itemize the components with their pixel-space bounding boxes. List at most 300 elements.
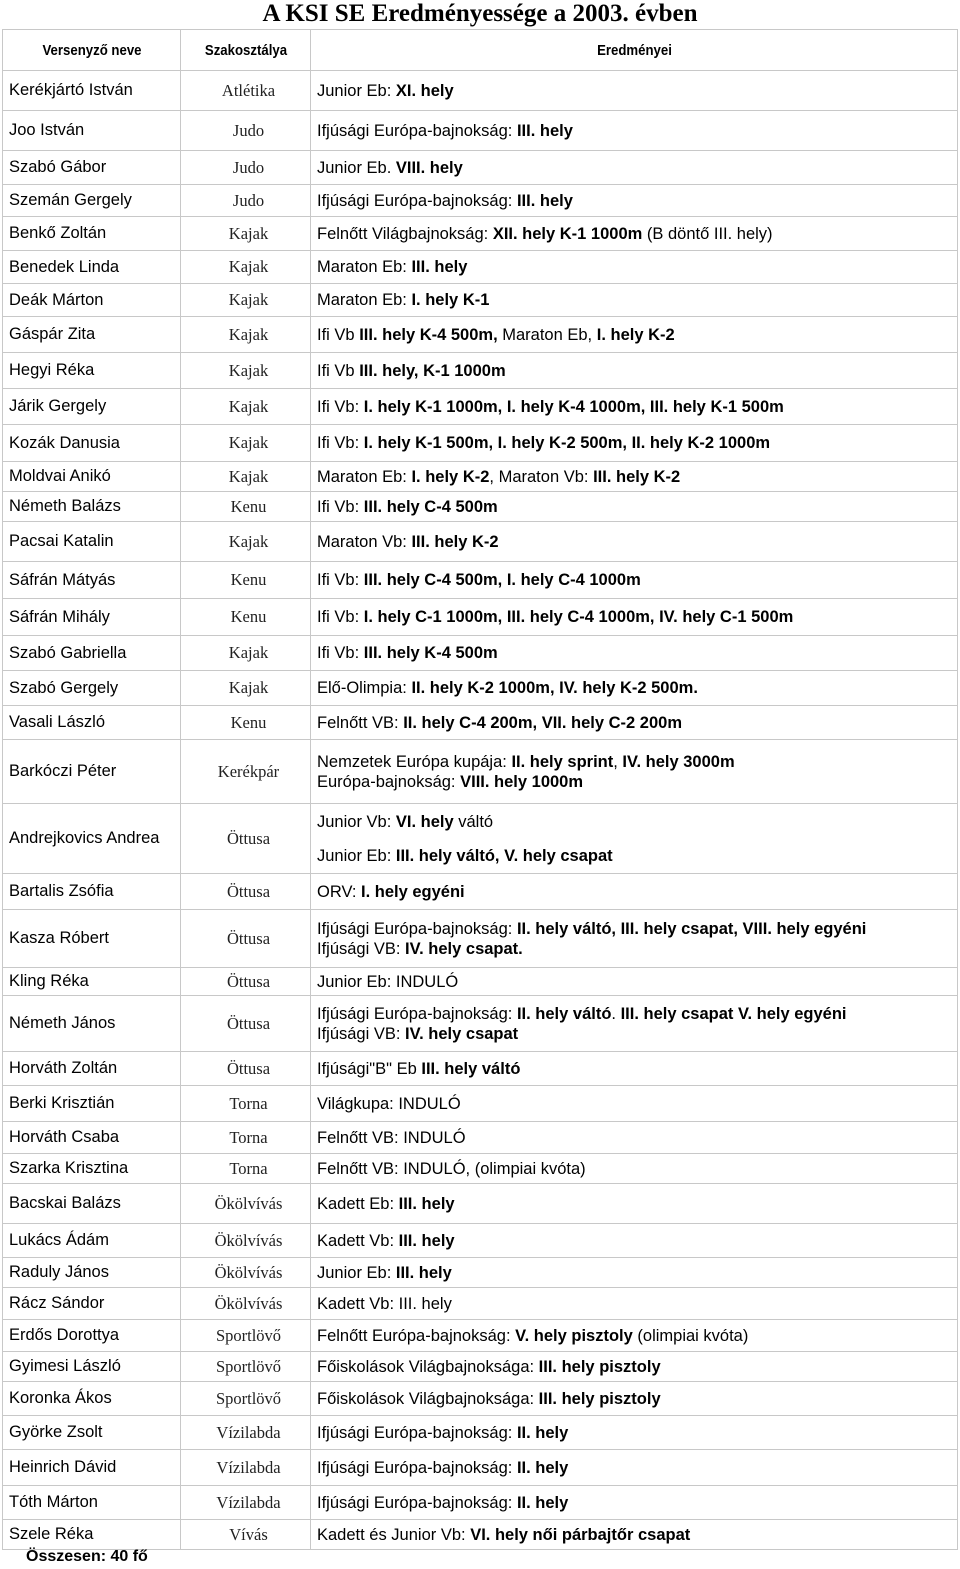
table-row	[3, 636, 958, 671]
result-cell	[311, 599, 958, 636]
result-segment: III. hely, K-1 1000m	[359, 361, 506, 380]
table-row	[3, 353, 958, 389]
result-segment: I. hely K-2	[411, 467, 490, 486]
sport-section: Öttusa	[181, 874, 311, 910]
sport-section: Judo	[181, 151, 311, 185]
athlete-name: Kerékjártó István	[3, 71, 181, 111]
result-line	[317, 224, 957, 244]
result-segment: XI. hely	[395, 81, 454, 100]
result-cell	[311, 874, 958, 910]
table-row	[3, 251, 958, 284]
result-segment: III. hely	[398, 1194, 455, 1213]
result-segment: Junior Eb:	[317, 846, 396, 865]
athlete-name: Koronka Ákos	[3, 1382, 181, 1416]
result-line	[317, 1159, 957, 1179]
sport-section: Vízilabda	[181, 1450, 311, 1486]
athlete-name: Joo István	[3, 111, 181, 151]
athlete-name: Rácz Sándor	[3, 1288, 181, 1320]
athlete-name: Benedek Linda	[3, 251, 181, 284]
result-segment: Maraton Eb,	[497, 325, 597, 344]
result-line	[317, 570, 957, 590]
result-line	[317, 433, 957, 453]
result-segment: Világkupa: INDULÓ	[317, 1094, 461, 1113]
result-segment: Nemzetek Európa kupája:	[317, 752, 512, 771]
result-line	[317, 81, 957, 101]
result-segment: III. hely K-4 500m	[363, 644, 498, 662]
result-segment: IV. hely 3000m	[622, 752, 735, 771]
total-count: Összesen: 40 fő	[26, 1548, 148, 1565]
table-row	[3, 1520, 958, 1550]
result-cell	[311, 996, 958, 1052]
result-line	[317, 713, 957, 733]
result-segment: Ifjúsági Európa-bajnokság:	[317, 919, 517, 938]
table-row	[3, 1288, 958, 1320]
result-segment: II. hely váltó	[516, 1004, 612, 1023]
result-cell	[311, 425, 958, 462]
result-segment: III. hely pisztoly	[538, 1357, 661, 1376]
athlete-name: Heinrich Dávid	[3, 1450, 181, 1486]
sport-section: Torna	[181, 1122, 311, 1154]
header-sport: Szakosztálya	[188, 30, 302, 71]
result-segment: V. hely pisztoly	[515, 1326, 633, 1345]
athlete-name: Horváth Csaba	[3, 1122, 181, 1154]
result-cell	[311, 636, 958, 671]
result-cell	[311, 1416, 958, 1450]
result-segment: ORV:	[317, 882, 362, 901]
athlete-name: Raduly János	[3, 1258, 181, 1288]
result-segment: Junior Eb.	[317, 158, 396, 177]
table-row	[3, 1450, 958, 1486]
result-segment: Kadett Vb:	[317, 1231, 399, 1250]
athlete-name: Horváth Zoltán	[3, 1052, 181, 1086]
result-segment: III. hely C-4 500m, I. hely C-4 1000m	[363, 571, 641, 589]
table-row	[3, 462, 958, 492]
result-line	[317, 1458, 957, 1478]
athlete-name: Sáfrán Mátyás	[3, 562, 181, 599]
sport-section: Kenu	[181, 599, 311, 636]
result-segment: II. hely sprint	[511, 752, 614, 771]
sport-section: Öttusa	[181, 804, 311, 874]
result-segment: I. hely C-1 1000m, III. hely C-4 1000m, IV. hely C-1 500m	[363, 608, 794, 626]
sport-section: Öttusa	[181, 1052, 311, 1086]
result-cell	[311, 151, 958, 185]
table-row	[3, 151, 958, 185]
result-segment: VIII. hely 1000m	[460, 772, 584, 791]
result-cell	[311, 671, 958, 706]
result-line	[317, 1194, 957, 1214]
result-cell	[311, 804, 958, 874]
athlete-name: Gyimesi László	[3, 1352, 181, 1382]
result-line	[317, 678, 957, 698]
athlete-name: Bacskai Balázs	[3, 1184, 181, 1224]
result-segment: Ifjúsági Európa-bajnokság:	[317, 191, 517, 210]
table-row	[3, 740, 958, 804]
result-segment: Ifi Vb:	[317, 608, 364, 626]
sport-section: Sportlövő	[181, 1352, 311, 1382]
result-line	[317, 290, 957, 310]
sport-section: Kenu	[181, 562, 311, 599]
result-segment: Junior Eb:	[317, 81, 396, 100]
result-segment: III. hely pisztoly	[538, 1389, 661, 1408]
result-segment: Maraton Eb:	[317, 291, 412, 309]
table-row	[3, 492, 958, 522]
result-segment: Ifjúsági Európa-bajnokság:	[317, 1458, 517, 1477]
result-cell	[311, 1122, 958, 1154]
result-line	[317, 1326, 957, 1346]
result-cell	[311, 1052, 958, 1086]
sport-section: Kajak	[181, 671, 311, 706]
result-cell	[311, 910, 958, 968]
result-cell	[311, 284, 958, 317]
result-line	[317, 121, 957, 141]
result-line	[317, 397, 957, 417]
result-segment: Főiskolások Világbajnoksága:	[317, 1357, 539, 1376]
result-line	[317, 1389, 957, 1409]
sport-section: Kajak	[181, 425, 311, 462]
table-row	[3, 284, 958, 317]
result-cell	[311, 968, 958, 996]
result-line	[317, 812, 957, 832]
table-row	[3, 217, 958, 251]
result-segment: (olimpiai kvóta)	[632, 1326, 749, 1345]
result-segment: I. hely egyéni	[361, 882, 465, 901]
athlete-name: Kling Réka	[3, 968, 181, 996]
result-segment: Ifjúsági VB:	[317, 1024, 406, 1043]
result-segment: Főiskolások Világbajnoksága:	[317, 1389, 539, 1408]
result-segment: Ifjúsági Európa-bajnokság:	[317, 1493, 517, 1512]
athlete-name: Györke Zsolt	[3, 1416, 181, 1450]
table-row	[3, 910, 958, 968]
result-cell	[311, 217, 958, 251]
athlete-name: Vasali László	[3, 706, 181, 740]
athlete-name: Bartalis Zsófia	[3, 874, 181, 910]
result-segment: XII. hely K-1 1000m	[492, 224, 643, 243]
result-segment: III. hely	[516, 121, 573, 140]
sport-section: Vívás	[181, 1520, 311, 1550]
result-cell	[311, 1086, 958, 1122]
result-segment: II. hely váltó, III. hely csapat, VIII. hely egyéni	[516, 919, 867, 938]
result-cell	[311, 1352, 958, 1382]
table-row	[3, 968, 958, 996]
header-name: Versenyző neve	[13, 30, 170, 71]
sport-section: Torna	[181, 1086, 311, 1122]
result-segment: Ifi Vb:	[317, 497, 364, 516]
result-cell	[311, 1320, 958, 1352]
table-row	[3, 425, 958, 462]
result-line	[317, 643, 957, 663]
result-segment: III. hely K-2	[593, 467, 681, 486]
result-segment: I. hely K-2	[596, 325, 675, 344]
result-line	[317, 1493, 957, 1513]
athlete-name: Szele Réka	[3, 1520, 181, 1550]
result-segment: Felnőtt Európa-bajnokság:	[317, 1326, 516, 1345]
result-segment: I. hely K-1	[411, 291, 490, 309]
result-segment: I. hely K-1 500m, I. hely K-2 500m, II. hely K-2 1000m	[363, 434, 771, 452]
result-cell	[311, 71, 958, 111]
result-cell	[311, 1224, 958, 1258]
athlete-name: Andrejkovics Andrea	[3, 804, 181, 874]
result-cell	[311, 1258, 958, 1288]
table-row	[3, 317, 958, 353]
result-segment: Ifi Vb:	[317, 571, 364, 589]
result-cell	[311, 111, 958, 151]
result-segment: Ifi Vb:	[317, 434, 364, 452]
sport-section: Judo	[181, 111, 311, 151]
result-cell	[311, 1520, 958, 1550]
table-row	[3, 996, 958, 1052]
sport-section: Kajak	[181, 251, 311, 284]
result-segment: Junior Vb:	[317, 812, 396, 831]
athlete-name: Erdős Dorottya	[3, 1320, 181, 1352]
result-segment: Európa-bajnokság:	[317, 772, 461, 791]
athlete-name: Moldvai Anikó	[3, 462, 181, 492]
result-cell	[311, 389, 958, 425]
result-segment: Felnőtt VB: INDULÓ	[317, 1128, 466, 1147]
result-line	[317, 1094, 957, 1114]
athlete-name: Kasza Róbert	[3, 910, 181, 968]
result-segment: Ifi Vb:	[317, 397, 364, 416]
result-segment: Ifi Vb	[317, 325, 360, 344]
result-line	[317, 939, 957, 959]
result-line	[317, 972, 957, 992]
sport-section: Sportlövő	[181, 1382, 311, 1416]
result-segment: Felnőtt Világbajnokság:	[317, 224, 493, 243]
result-segment: Kadett Vb: III. hely	[317, 1294, 452, 1313]
table-row	[3, 389, 958, 425]
table-row	[3, 804, 958, 874]
table-row	[3, 1258, 958, 1288]
athlete-name: Szemán Gergely	[3, 185, 181, 217]
sport-section: Kajak	[181, 284, 311, 317]
result-segment: II. hely C-4 200m, VII. hely C-2 200m	[403, 713, 683, 732]
result-segment: Elő-Olimpia:	[317, 679, 412, 697]
result-line	[317, 1024, 957, 1044]
sport-section: Torna	[181, 1154, 311, 1184]
results-table	[2, 29, 958, 1550]
result-segment: Kadett Eb:	[317, 1194, 399, 1213]
sport-section: Ökölvívás	[181, 1184, 311, 1224]
result-segment: Ifjúsági Európa-bajnokság:	[317, 1423, 517, 1442]
result-segment: III. hely	[398, 1231, 455, 1250]
athlete-name: Tóth Márton	[3, 1486, 181, 1520]
result-segment: III. hely K-2	[411, 532, 499, 551]
result-segment: váltó	[453, 812, 494, 831]
table-row	[3, 874, 958, 910]
table-row	[3, 1052, 958, 1086]
result-segment: (B döntő III. hely)	[642, 224, 773, 243]
result-segment: VI. hely	[395, 812, 454, 831]
athlete-name: Németh János	[3, 996, 181, 1052]
result-segment: Kadett és Junior Vb:	[317, 1525, 471, 1544]
athlete-name: Járik Gergely	[3, 389, 181, 425]
sport-section: Vízilabda	[181, 1486, 311, 1520]
athlete-name: Deák Márton	[3, 284, 181, 317]
athlete-name: Berki Krisztián	[3, 1086, 181, 1122]
result-line	[317, 497, 957, 517]
result-cell	[311, 1382, 958, 1416]
athlete-name: Szabó Gergely	[3, 671, 181, 706]
sport-section: Kajak	[181, 522, 311, 562]
sport-section: Ökölvívás	[181, 1258, 311, 1288]
result-cell	[311, 317, 958, 353]
result-cell	[311, 462, 958, 492]
result-line	[317, 882, 957, 902]
athlete-name: Lukács Ádám	[3, 1224, 181, 1258]
athlete-name: Pacsai Katalin	[3, 522, 181, 562]
sport-section: Ökölvívás	[181, 1224, 311, 1258]
athlete-name: Szabó Gabriella	[3, 636, 181, 671]
table-row	[3, 1184, 958, 1224]
sport-section: Öttusa	[181, 910, 311, 968]
sport-section: Kerékpár	[181, 740, 311, 804]
result-cell	[311, 1184, 958, 1224]
result-line	[317, 1231, 957, 1251]
result-segment: Ifjúsági"B" Eb	[317, 1059, 422, 1078]
table-row	[3, 111, 958, 151]
result-line	[317, 919, 957, 939]
table-row	[3, 522, 958, 562]
result-segment: III. hely váltó, V. hely csapat	[395, 846, 613, 865]
result-cell	[311, 706, 958, 740]
sport-section: Atlétika	[181, 71, 311, 111]
table-row	[3, 706, 958, 740]
result-line	[317, 191, 957, 211]
result-line	[317, 1357, 957, 1377]
result-line	[317, 772, 957, 792]
page-title: A KSI SE Eredményessége a 2003. évben	[262, 0, 698, 27]
result-segment: Maraton Eb:	[317, 258, 412, 276]
result-line	[317, 1294, 957, 1314]
athlete-name: Benkő Zoltán	[3, 217, 181, 251]
sport-section: Kenu	[181, 492, 311, 522]
result-segment: Felnőtt VB: INDULÓ, (olimpiai kvóta)	[317, 1159, 586, 1178]
result-cell	[311, 1288, 958, 1320]
sport-section: Öttusa	[181, 996, 311, 1052]
result-segment: Ifjúsági Európa-bajnokság:	[317, 1004, 517, 1023]
result-segment: II. hely	[516, 1423, 569, 1442]
result-line	[317, 1525, 957, 1545]
result-segment: Ifjúsági VB:	[317, 939, 406, 958]
result-segment: Junior Eb:	[317, 1263, 396, 1282]
sport-section: Judo	[181, 185, 311, 217]
table-row	[3, 1086, 958, 1122]
result-line	[317, 1004, 957, 1024]
result-line	[317, 1423, 957, 1443]
results-body	[3, 71, 958, 1550]
result-segment: II. hely	[516, 1493, 569, 1512]
result-segment: Maraton Vb:	[317, 532, 412, 551]
table-row	[3, 1154, 958, 1184]
result-segment: II. hely K-2 1000m, IV. hely K-2 500m.	[411, 679, 698, 697]
result-segment: Junior Eb: INDULÓ	[317, 972, 459, 991]
sport-section: Kajak	[181, 462, 311, 492]
result-cell	[311, 353, 958, 389]
result-segment: III. hely C-4 500m	[363, 497, 498, 516]
athlete-name: Hegyi Réka	[3, 353, 181, 389]
table-row	[3, 1122, 958, 1154]
result-segment: III. hely váltó	[421, 1059, 521, 1078]
result-segment: ,	[613, 752, 623, 771]
athlete-name: Szabó Gábor	[3, 151, 181, 185]
result-line	[317, 257, 957, 277]
result-cell	[311, 1486, 958, 1520]
result-segment: I. hely K-1 1000m, I. hely K-4 1000m, III. hely K-1 500m	[363, 397, 784, 416]
result-cell	[311, 1450, 958, 1486]
result-segment: III. hely	[411, 258, 468, 276]
result-cell	[311, 185, 958, 217]
athlete-name: Gáspár Zita	[3, 317, 181, 353]
result-segment: IV. hely csapat	[405, 1024, 519, 1043]
result-segment: III. hely	[516, 191, 573, 210]
result-segment: IV. hely csapat.	[405, 939, 523, 958]
result-line	[317, 1059, 957, 1079]
result-line	[317, 752, 957, 772]
result-segment: , Maraton Vb:	[489, 467, 594, 486]
sport-section: Kajak	[181, 636, 311, 671]
table-row	[3, 562, 958, 599]
table-row	[3, 185, 958, 217]
result-cell	[311, 251, 958, 284]
sport-section: Kajak	[181, 317, 311, 353]
table-row	[3, 1416, 958, 1450]
athlete-name: Sáfrán Mihály	[3, 599, 181, 636]
table-row	[3, 71, 958, 111]
result-line	[317, 1128, 957, 1148]
result-line	[317, 158, 957, 178]
athlete-name: Barkóczi Péter	[3, 740, 181, 804]
table-row	[3, 599, 958, 636]
result-cell	[311, 562, 958, 599]
result-segment: III. hely K-4 500m,	[359, 325, 498, 344]
result-line	[317, 467, 957, 487]
result-segment: III. hely	[395, 1263, 452, 1282]
sport-section: Ökölvívás	[181, 1288, 311, 1320]
result-segment: .	[611, 1004, 621, 1023]
sport-section: Öttusa	[181, 968, 311, 996]
result-segment: Ifi Vb:	[317, 644, 364, 662]
table-row	[3, 1224, 958, 1258]
result-line	[317, 361, 957, 381]
header-row	[3, 30, 958, 71]
athlete-name: Szarka Krisztina	[3, 1154, 181, 1184]
athlete-name: Németh Balázs	[3, 492, 181, 522]
result-segment: Ifjúsági Európa-bajnokság:	[317, 121, 517, 140]
sport-section: Sportlövő	[181, 1320, 311, 1352]
result-line	[317, 607, 957, 627]
result-line	[317, 325, 957, 345]
result-segment: VIII. hely	[395, 158, 463, 177]
header-results: Eredményei	[349, 30, 918, 71]
athlete-name: Kozák Danusia	[3, 425, 181, 462]
table-row	[3, 1320, 958, 1352]
result-segment: III. hely csapat V. hely egyéni	[620, 1004, 847, 1023]
result-line	[317, 532, 957, 552]
sport-section: Kenu	[181, 706, 311, 740]
result-segment: Maraton Eb:	[317, 467, 412, 486]
result-cell	[311, 740, 958, 804]
result-segment: Ifi Vb	[317, 361, 360, 380]
result-line	[317, 846, 957, 866]
result-cell	[311, 1154, 958, 1184]
table-row	[3, 1352, 958, 1382]
table-row	[3, 671, 958, 706]
sport-section: Kajak	[181, 217, 311, 251]
result-segment: II. hely	[516, 1458, 569, 1477]
result-segment: Felnőtt VB:	[317, 713, 404, 732]
table-row	[3, 1486, 958, 1520]
result-cell	[311, 492, 958, 522]
table-row	[3, 1382, 958, 1416]
